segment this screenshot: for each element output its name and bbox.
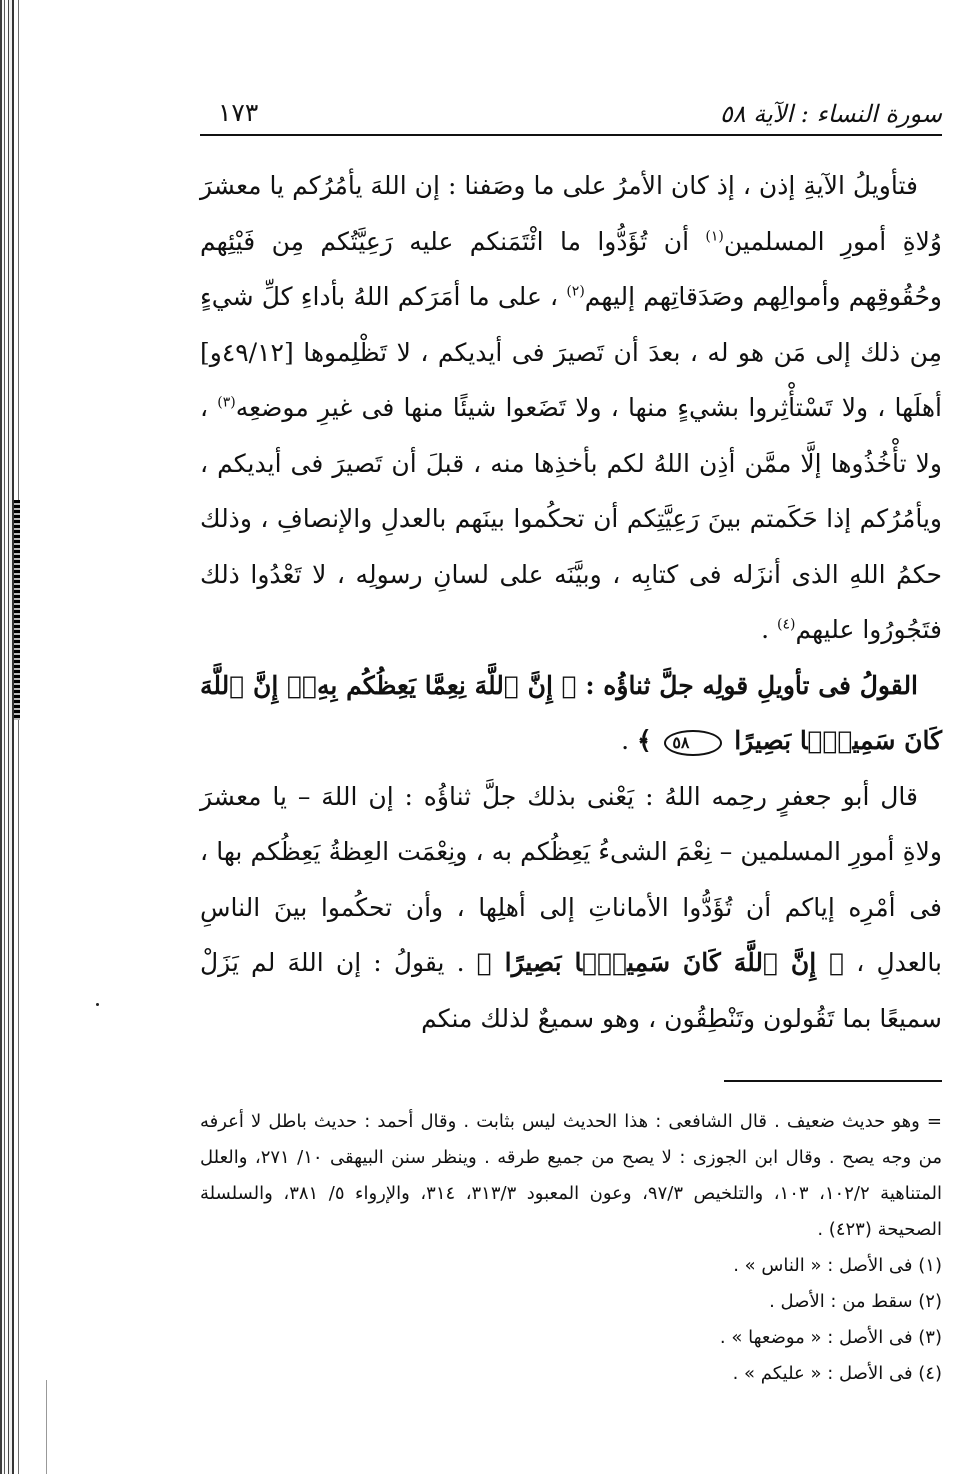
paragraph-text: قال أبو جعفرٍ رحِمه اللهُ : يَعْنى بذلك جلَّ ثناؤُه : إن اللهَ – يا معشرَ ولاةِ أمورِ المسلمين – نِعْمَ الشىءُ يَعِظُكم به ، ونِعْمَت العِظةُ يَعِظُكم بها ، فى أمْرِه إياكم أن تُؤَدُّوا الأماناتِ إلى أهلِها ، وأن تحكُموا بينَ الناسِ بالعدلِ ، — [200, 781, 942, 977]
scan-speck — [96, 1003, 99, 1006]
page-header — [200, 88, 942, 136]
scan-margin-line — [46, 1380, 47, 1474]
heading-intro: القولُ فى تأويلِ قولِه جلَّ ثناؤُه : — [576, 670, 919, 700]
quran-verse: ﴿ إِنَّ ٱللَّهَ كَانَ سَمِيعًۢا بَصِيرًا ﴾ — [476, 948, 845, 977]
footnote-ref-2: (٢) — [566, 283, 585, 300]
footnote-ref-1: (١) — [705, 228, 724, 245]
footnote-continuation: = وهو حديث ضعيف . قال الشافعى : هذا الحديث ليس بثابت . وقال أحمد : حديث باطل لا أعرفه من وجه يصح . وقال ابن الجوزى : لا يصح من جميع طرقه . وينظر سنن البيهقى ١٠/ ٢٧١، والعلل المتناهية ١٠٢/٢، ١٠٣، والتلخيص ٩٧/٣، وعون المعبود ٣١٣/٣، ٣١٤، والإرواء ٥/ ٣٨١، والسلسلة الصحيحة (٤٢٣) . — [200, 1111, 942, 1240]
quran-verse: ﴿ إِنَّ ٱللَّهَ نِعِمَّا يَعِظُكُم بِهِۦٓ إِنَّ ٱللَّهَ كَانَ سَمِيعًۢا بَصِيرًا — [200, 670, 942, 755]
heading-tail: . — [621, 726, 637, 755]
section-heading — [200, 658, 942, 769]
paragraph-text: فتأويلُ الآيةِ إذن ، إذ كان الأمرُ على ما وصَفنا : إن اللهَ يأمُرُكم يا معشرَ وُلاةِ أمورِ المسلمين — [200, 171, 942, 256]
page-number: ١٧٣ — [218, 98, 259, 127]
paragraph-commentary — [200, 769, 942, 1047]
footnote-2: (٢) سقط من : الأصل . — [769, 1291, 942, 1312]
footnote-1: (١) فى الأصل : « الناس » . — [733, 1255, 942, 1276]
paragraph-text: ، على ما أمَرَكم اللهُ بأداءِ كلِّ شيءٍ مِن ذلك إلى مَن هو له ، بعدَ أن تَصيرَ فى أيديكم ، لا تَظْلِموها [٤٩/١٢و] أهلَها ، ولا تَسْتأْثِروا بشيءٍ منها ، ولا تَضَعوا شيئًا منها فى غيرِ موضعِه — [200, 282, 942, 422]
footnote-4: (٤) فى الأصل : « عليكم » . — [732, 1363, 942, 1384]
paragraph-text: . يقولُ : إن اللهَ لم يَزَلْ سميعًا بما تَقُولون وتَنْطِقُون ، وهو سميعٌ لذلك منكم — [200, 948, 942, 1033]
footnote-divider — [724, 1080, 942, 1082]
paragraph-tafsir — [200, 158, 942, 658]
main-text — [200, 158, 942, 1046]
quran-verse-end: ﴾ — [636, 726, 661, 755]
spine-binding-mark — [14, 500, 20, 720]
footnote-ref-3: (٣) — [217, 394, 236, 411]
footnotes — [200, 1104, 942, 1392]
footnote-3: (٣) فى الأصل : « موضعها » . — [719, 1327, 942, 1348]
paragraph-text: أن تُؤَدُّوا ما ائْتَمَنكم عليه رَعِيَّتُكم مِن فَيْئِهم وحُقُوقِهم وأموالِهم وصَدَقاتِهم إليهم — [200, 226, 942, 311]
paragraph-text: ، ولا تأْخُذُوها إلَّا ممَّن أذِن اللهُ لكم بأخذِها منه ، قبلَ أن تَصيرَ فى أيديكم ، ويأمُرُكم إذا حَكَمتم بينَ رَعِيَّتِكم أن تحكُموا بينَهم بالعدلِ والإنصافِ ، وذلك حكمُ اللهِ الذى أنزَله فى كتابِه ، وبيَّنَه على لسانِ رسولِه ، لا تَعْدُوا ذلك فتَجُورُوا عليهم — [200, 393, 942, 644]
ayah-number-marker: ٥٨ — [664, 730, 721, 756]
paragraph-text: . — [761, 615, 778, 644]
book-page — [200, 88, 942, 1392]
footnote-ref-4: (٤) — [777, 616, 796, 633]
book-spine-edge — [0, 0, 24, 1474]
running-title: سورة النساء : الآية ٥٨ — [719, 100, 942, 128]
